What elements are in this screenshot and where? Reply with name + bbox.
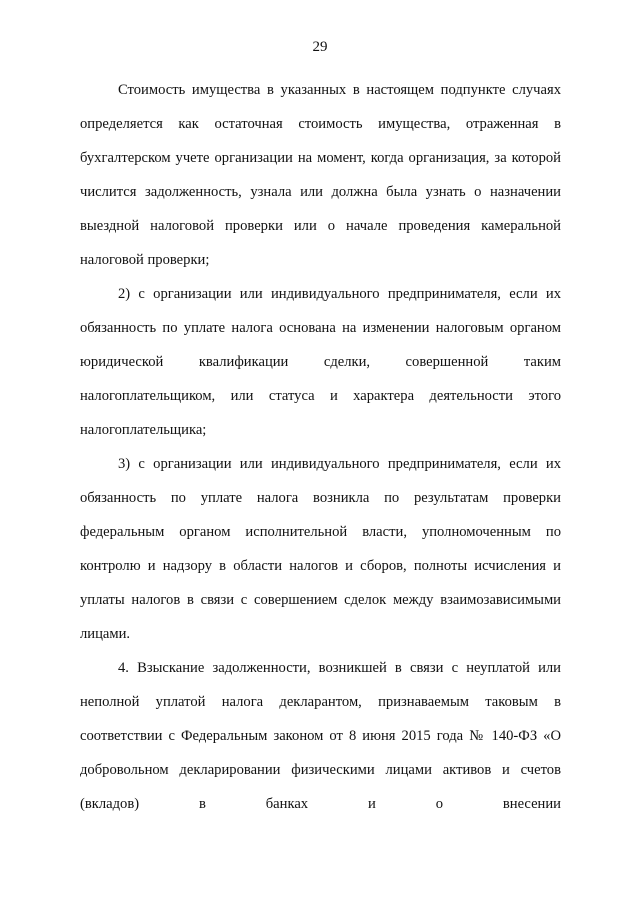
paragraph-property-value: Стоимость имущества в указанных в настоящем подпункте случаях определяется как остаточная стоимость имущества, отраженная в бухгалтерском учете организации на момент, когда организация, за которой числится задолженность, узнала или должна была узнать о назначении выездной налоговой проверки или о начале проведения камеральной налоговой проверки; bbox=[80, 82, 561, 268]
paragraph-item-3: 3) с организации или индивидуального предпринимателя, если их обязанность по уплате налога возникла по результатам проверки федеральным органом исполнительной власти, уполномоченным по контролю и надзору в области налогов и сборов, полноты исчисления и уплаты налогов в связи с совершением сделок между взаимозависимыми лицами. bbox=[80, 456, 561, 642]
page-number: 29 bbox=[312, 39, 328, 55]
document-body bbox=[80, 73, 561, 821]
paragraph-item-4: 4. Взыскание задолженности, возникшей в связи с неуплатой или неполной уплатой налога декларантом, признаваемым таковым в соответствии с Федеральным законом от 8 июня 2015 года № 140-ФЗ «О добровольном декларировании физическими лицами активов и счетов (вкладов) в банках и о внесении bbox=[80, 660, 561, 812]
paragraph-item-2: 2) с организации или индивидуального предпринимателя, если их обязанность по уплате налога основана на изменении налоговым органом юридической квалификации сделки, совершенной таким налогоплательщиком, или статуса и характера деятельности этого налогоплательщика; bbox=[80, 286, 561, 438]
